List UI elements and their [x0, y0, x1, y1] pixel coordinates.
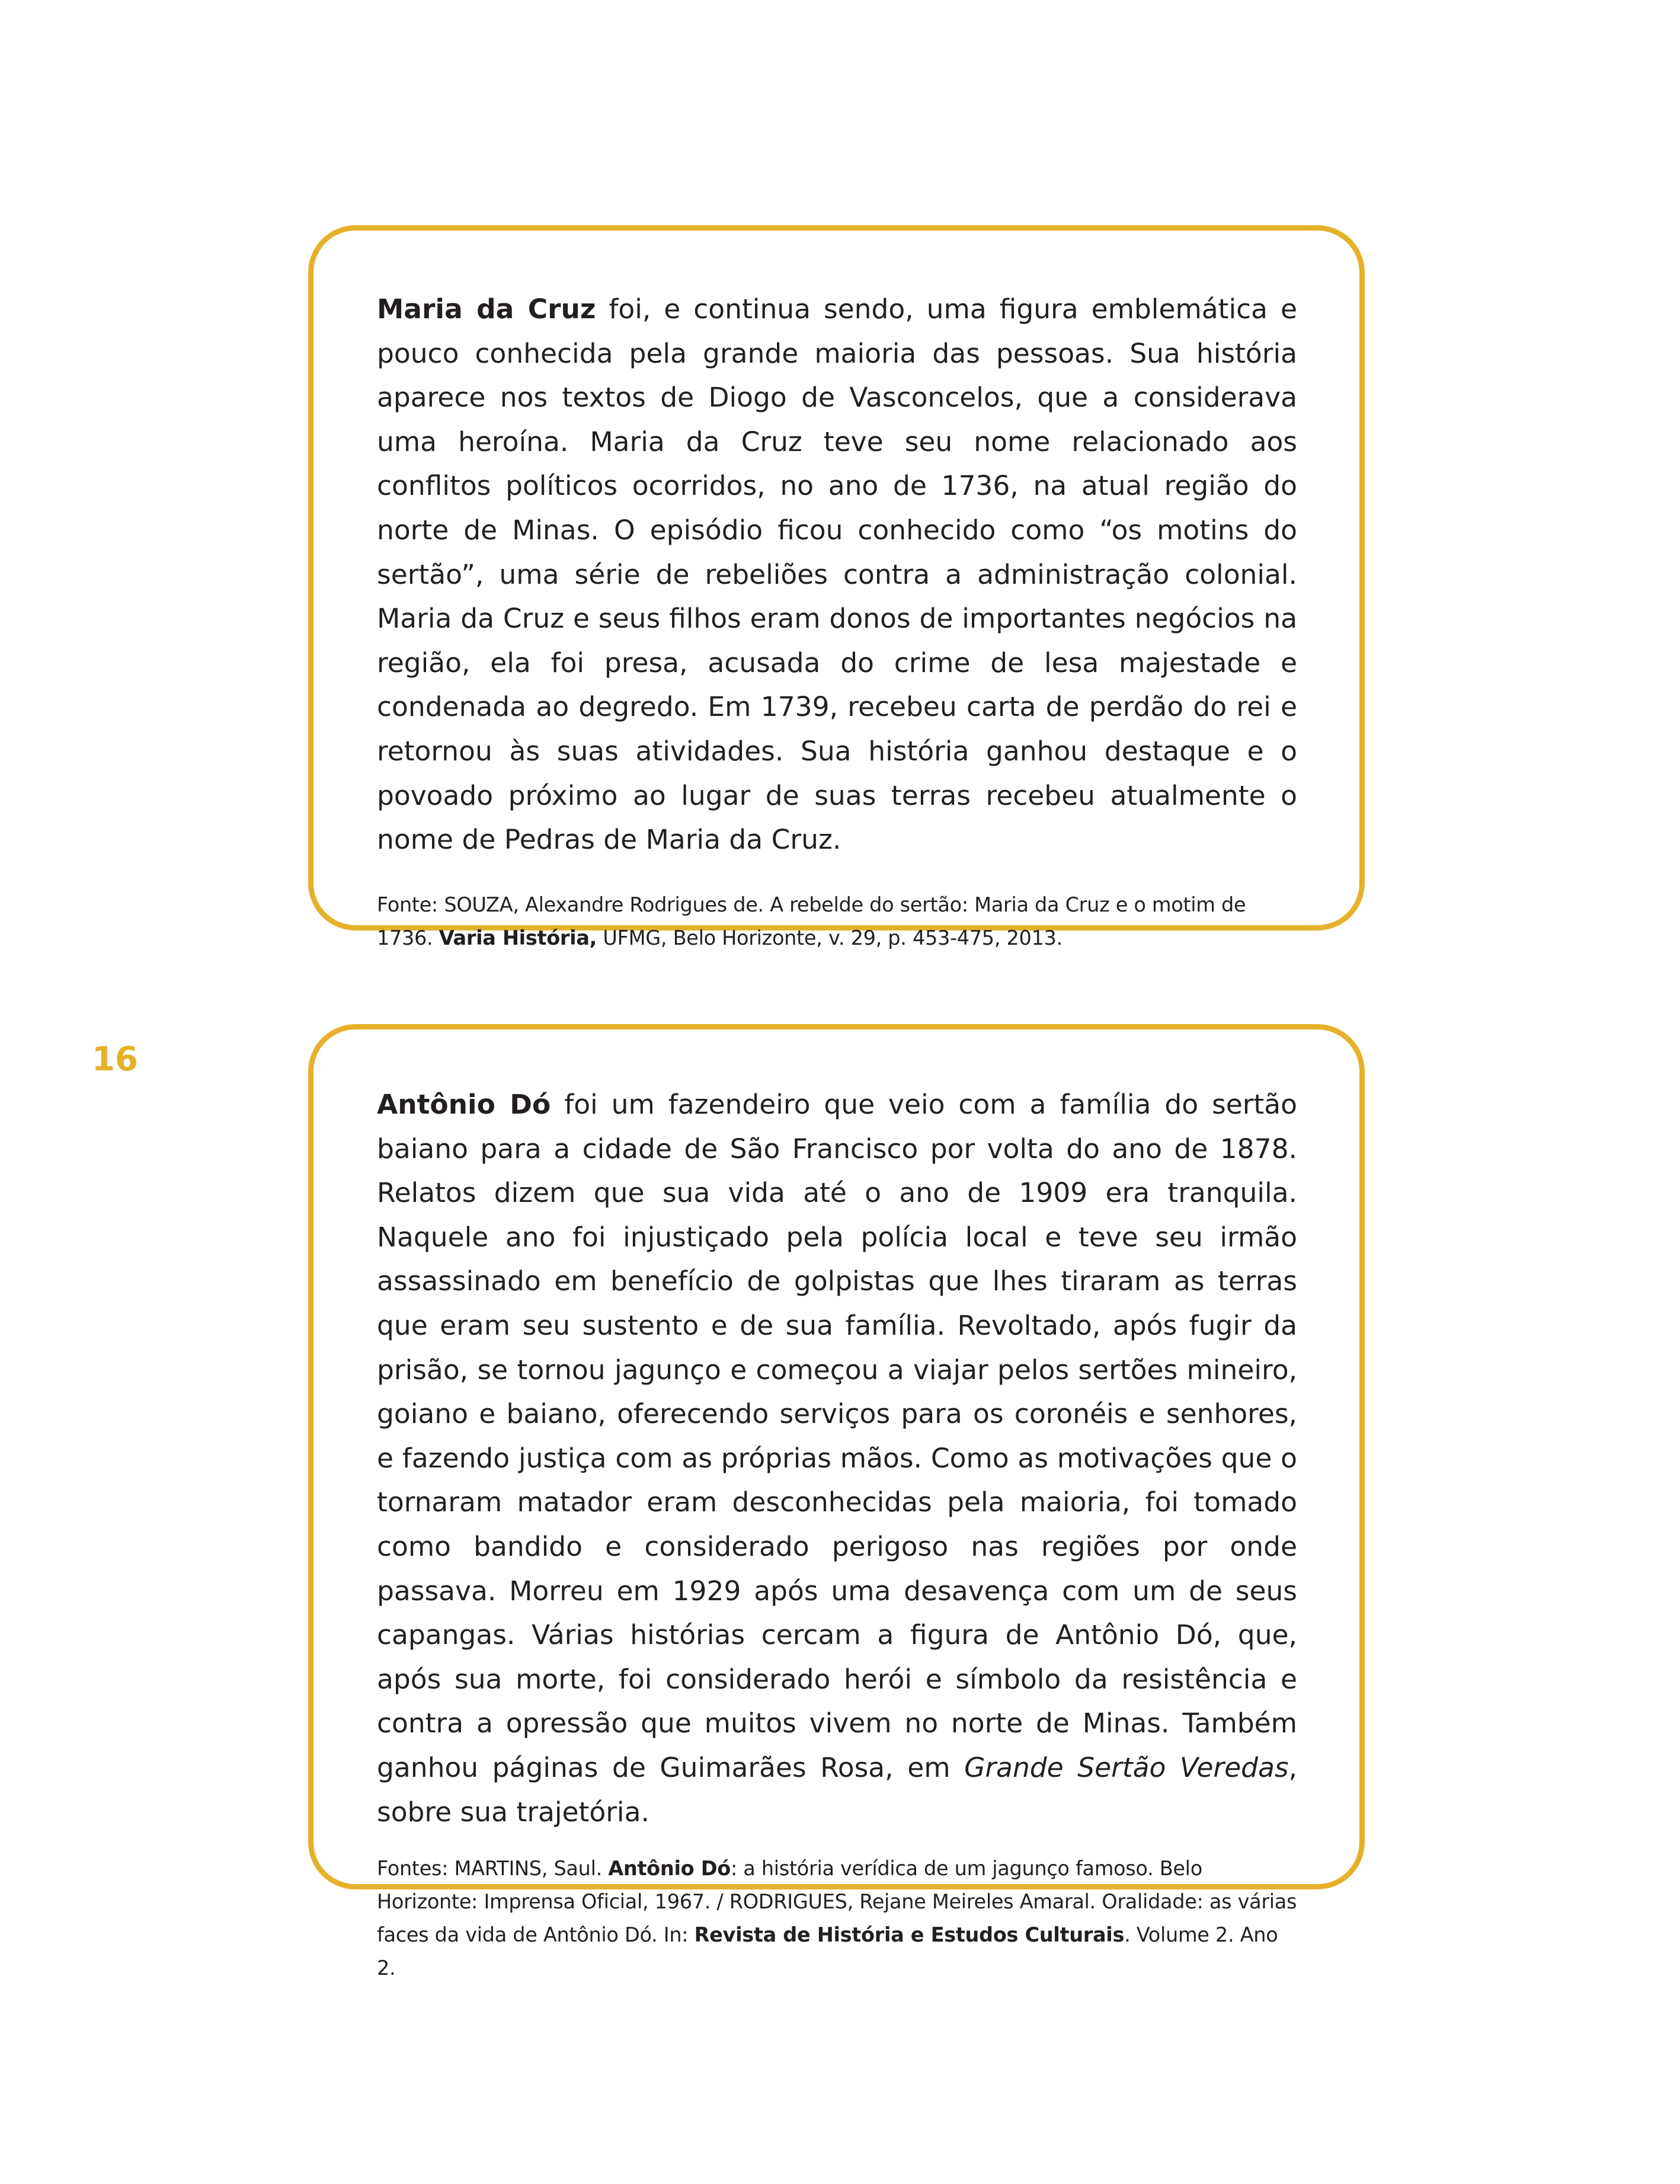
citation-journal: Varia História,	[439, 926, 597, 949]
box-paragraph-end: , sobre sua trajetória.	[377, 1751, 1298, 1828]
book-title: Grande Sertão Veredas	[964, 1751, 1289, 1783]
page-number: 16	[92, 1040, 138, 1079]
citation-journal: Revista de História e Estudos Culturais	[694, 1923, 1125, 1947]
box-lead-name: Maria da Cruz	[377, 293, 596, 325]
citation-text: . Volume 2. Ano 2.	[377, 1923, 1278, 1980]
source-citation	[377, 1852, 1297, 1985]
citation-text: UFMG, Belo Horizonte, v. 29, p. 453-475, 2013.	[597, 926, 1063, 949]
info-box-antonio-do	[308, 1024, 1365, 1980]
box-paragraph: foi, e continua sendo, uma figura emblemática e pouco conhecida pela grande maioria das pessoas. Sua história aparece nos textos de Diogo de Vasconcelos, que a considerava uma heroína. Maria da Cruz teve seu nome relacionado aos conflitos políticos ocorridos, no ano de 1736, na atual região do norte de Minas. O episódio ficou conhecido como “os motins do sertão”, uma série de rebeliões contra a administração colonial. Maria da Cruz e seus filhos eram donos de importantes negócios na região, ela foi presa, acusada do crime de lesa majestade e condenada ao degredo. Em 1739, recebeu carta de perdão do rei e retornou às suas atividades. Sua história ganhou destaque e o povoado próximo ao lugar de suas terras recebeu atualmente o nome de Pedras de Maria da Cruz.	[377, 293, 1297, 856]
box-paragraph: foi um fazendeiro que veio com a família do sertão baiano para a cidade de São Francisco por volta do ano de 1878. Relatos dizem que sua vida até o ano de 1909 era tranquila. Naquele ano foi injustiçado pela polícia local e teve seu irmão assassinado em benefício de golpistas que lhes tiraram as terras que eram seu sustento e de sua família. Revoltado, após fugir da prisão, se tornou jagunço e começou a viajar pelos sertões mineiro, goiano e baiano, oferecendo serviços para os coronéis e senhores, e fazendo justiça com as próprias mãos. Como as motivações que o tornaram matador eram desconhecidas pela maioria, foi tomado como bandido e considerado perigoso nas regiões por onde passava. Morreu em 1929 após uma desavença com um de seus capangas. Várias histórias cercam a figura de Antônio Dó, que, após sua morte, foi considerado herói e símbolo da resistência e contra a opressão que muitos vivem no norte de Minas. Também ganhou páginas de Guimarães Rosa, em	[377, 1089, 1297, 1783]
box-body-text	[377, 1083, 1297, 1834]
info-box-maria-da-cruz	[308, 225, 1365, 949]
citation-text: Fonte: SOUZA, Alexandre Rodrigues de. A rebelde do sertão: Maria da Cruz e o motim de 1736.	[377, 893, 1246, 949]
citation-title: Antônio Dó	[608, 1857, 731, 1881]
box-lead-name: Antônio Dó	[377, 1089, 551, 1120]
box-body-text	[377, 287, 1297, 862]
source-citation	[377, 888, 1297, 955]
citation-text: : a história verídica de um jagunço famoso. Belo Horizonte: Imprensa Oficial, 1967. / RODRIGUES, Rejane Meireles Amaral. Oralidade: as várias faces da vida de Antônio Dó. In:	[377, 1857, 1297, 1947]
citation-text: Fontes: MARTINS, Saul.	[377, 1857, 609, 1881]
